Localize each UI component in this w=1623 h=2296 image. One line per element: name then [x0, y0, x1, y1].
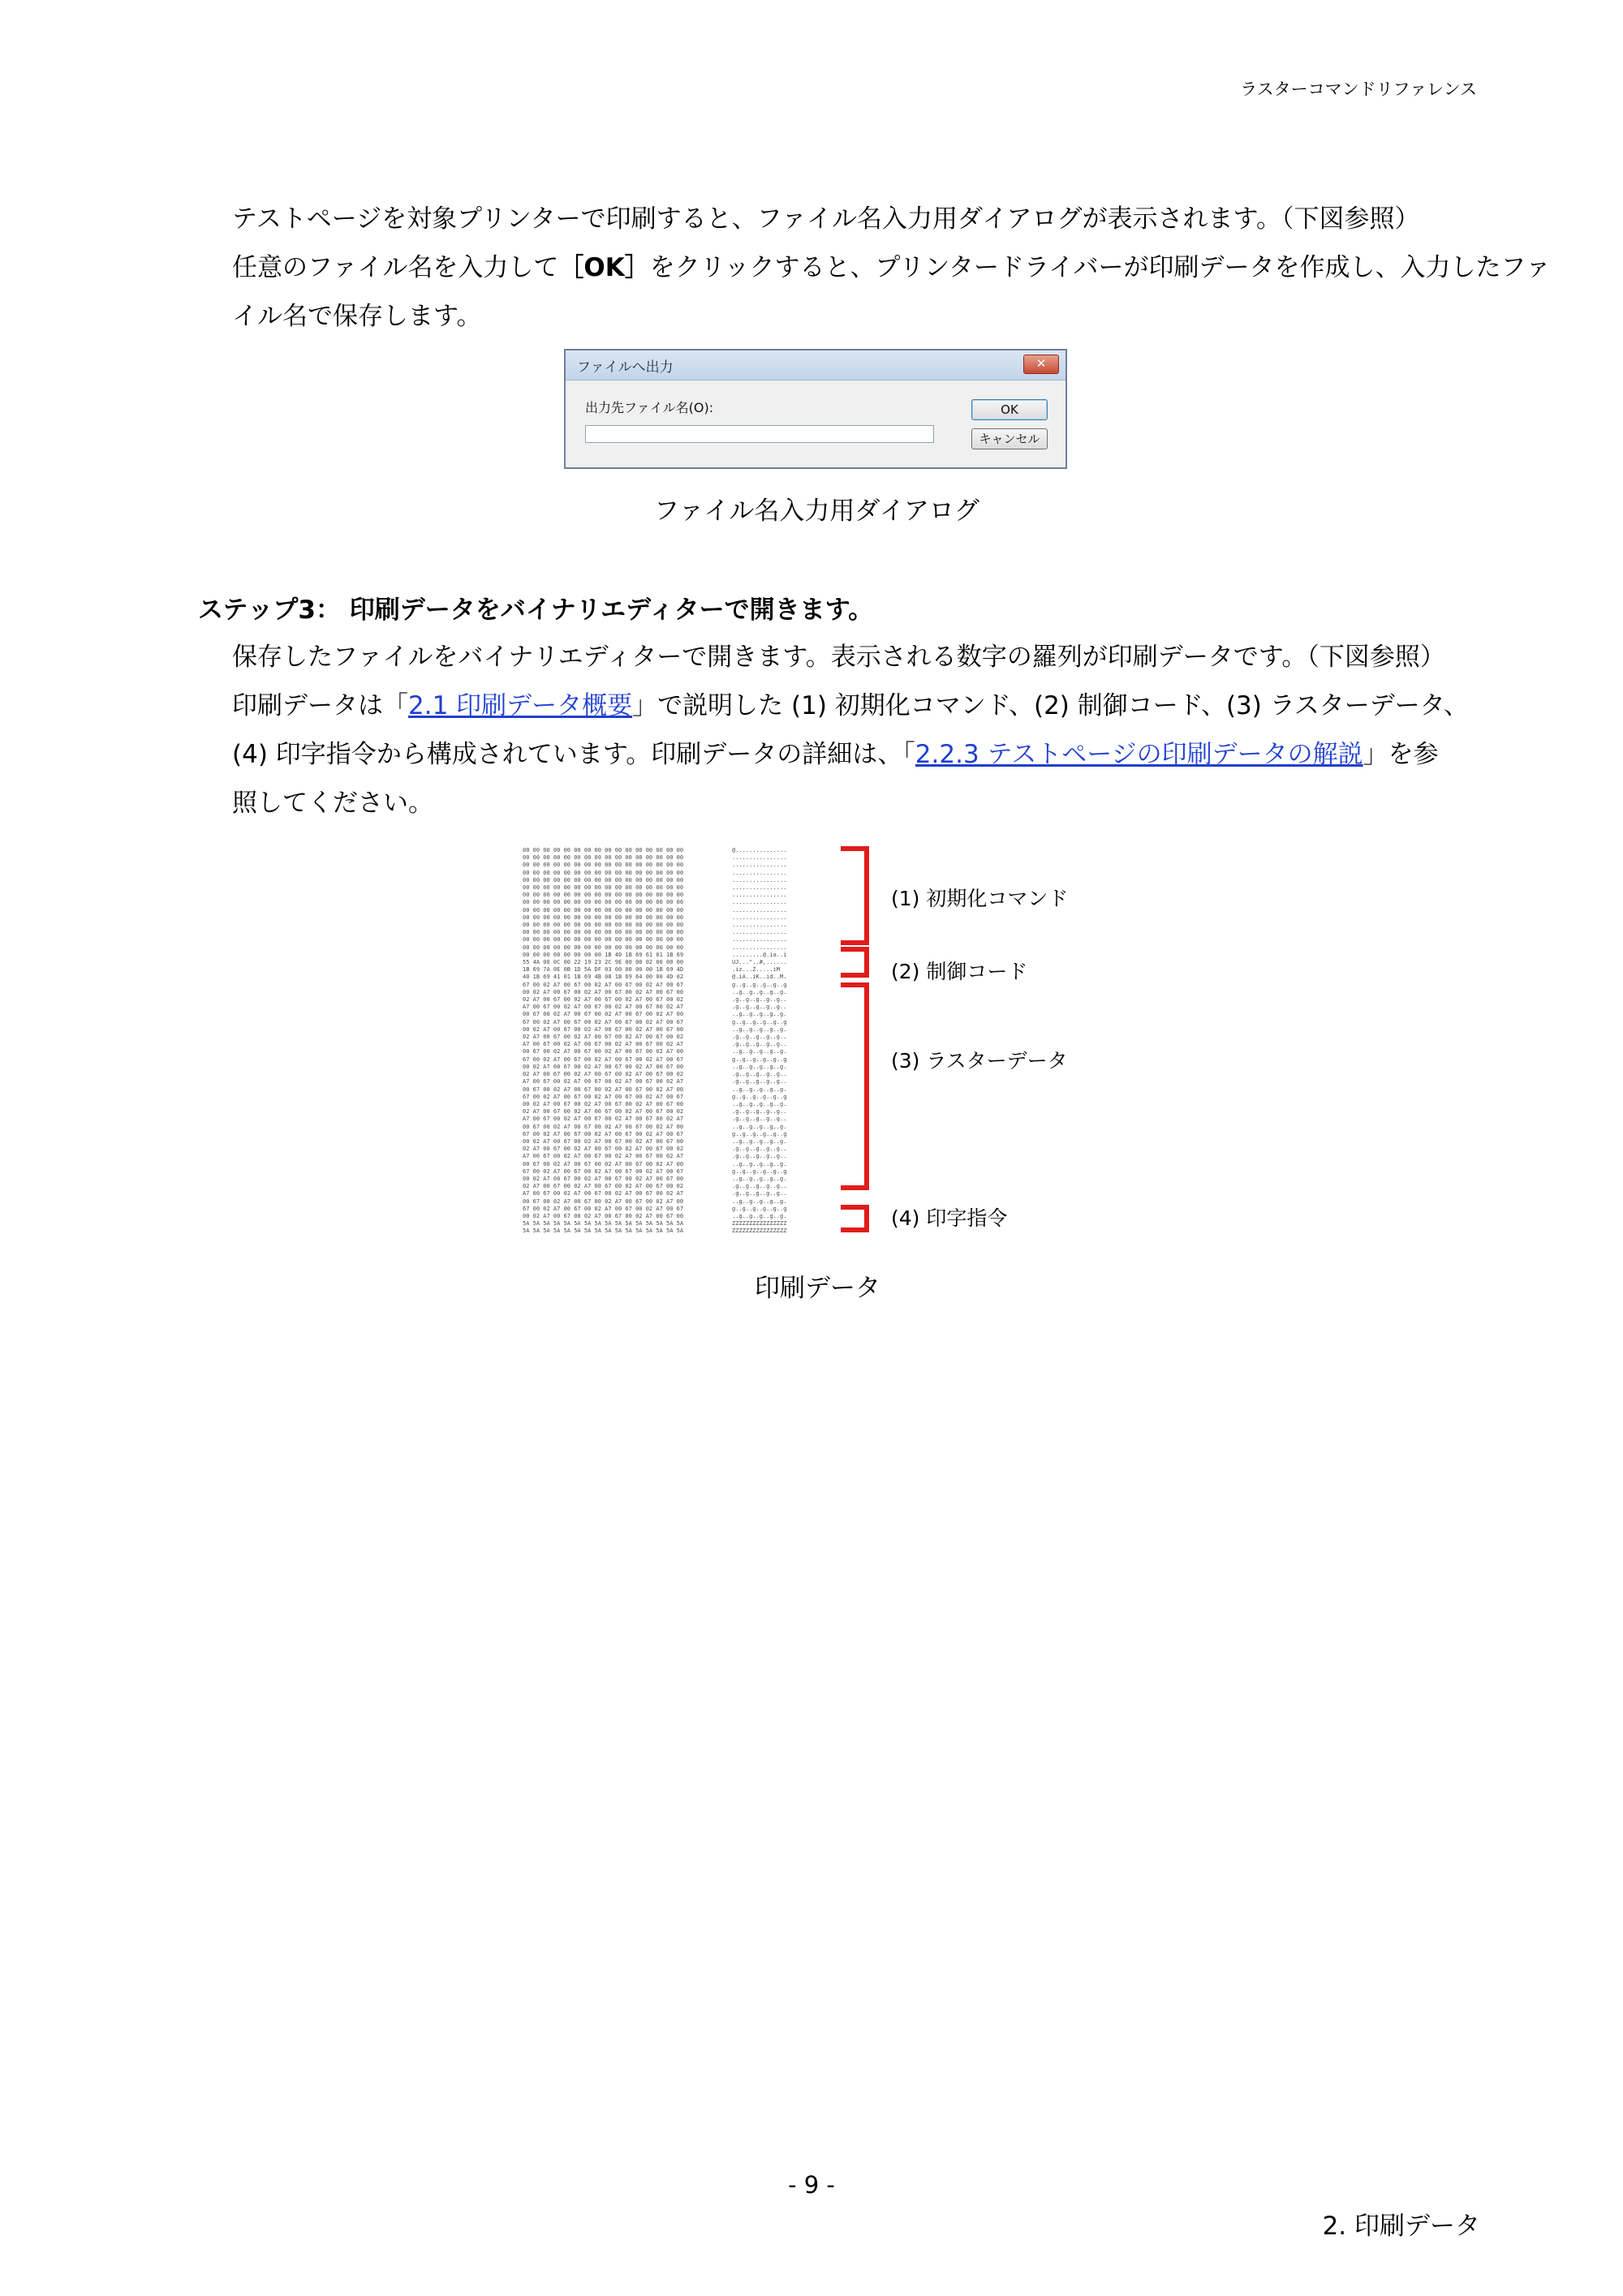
- intro-line-2a: 任意のファイル名を入力して: [232, 253, 559, 282]
- filename-label: 出力先ファイル名(O):: [585, 400, 714, 415]
- print-data-caption: 印刷データ: [755, 1274, 880, 1303]
- bracket-print-command: [841, 1207, 867, 1230]
- label-initialize-command: (1) 初期化コマンド: [891, 887, 1069, 910]
- step3-line-4: 照してください。: [232, 789, 433, 818]
- page-number: - 9 -: [788, 2171, 835, 2199]
- bracket-initialize: [841, 849, 867, 943]
- step3-line-3: [232, 730, 1482, 779]
- intro-line-3: イル名で保存します。: [232, 302, 482, 331]
- step3-paragraph: [232, 633, 1482, 828]
- running-header: ラスターコマンドリファレンス: [1240, 80, 1477, 99]
- ok-keyword: ［OK］: [558, 253, 650, 282]
- link-print-data-overview[interactable]: 2.1 印刷データ概要: [408, 691, 633, 720]
- hex-dump-bytes: 00 00 00 00 00 00 00 00 00 00 00 00 00 00 00 00 00 00 00 00 00 00 00 00 00 00 00 00 00 00 00 00 00 00 00 00 00 00 00 00 00 00 00 00 00 00 00 00 00 00 00 00 00 00 00 00 00 00 00 00 00 00 00 00 00 00 00 00 00 00 00 00 00 00 00 00 00 00 00 00 00 00 00 00 00 00 00 00 00 00 00 00 00 00 00 00 00 00 00 00 00 00 00 00 00 00 00 00 00 00 00 00 00 00 00 00 00 00 00 00 00 00 00 00 00 00 00 00 00 00 00 00 00 00 00 00 00 00 00 00 00 00 00 00 00 00 00 00 00 00 00 00 00 00 00 00 00 00 00 00 00 00 00 00 00 00 00 00 00 00 00 00 00 00 00 00 00 00 00 00 00 00 00 00 00 00 00 00 00 00 00 00 00 00 00 00 00 00 00 00 00 00 00 00 00 00 00 00 00 00 00 00 00 00 00 00 00 00 00 00 00 00 00 00 00 00 00 00 00 00 00 00 1B 40 1B 69 61 01 1B 69 55 4A 00 0C 00 22 19 23 2C 9E 00 00 02 00 00 00 1B 69 7A 0E 0B 1D 5A DF 03 00 00 00 00 1B 69 4D 40 1B 69 41 01 1B 69 4B 08 1B 69 64 00 00 4D 02 67 00 02 A7 00 67 00 02 A7 00 67 00 02 A7 00 67 00 02 A7 00 67 00 02 A7 00 67 00 02 A7 00 67 00 02 A7 00 67 00 02 A7 00 67 00 02 A7 00 67 00 02 A7 00 67 00 02 A7 00 67 00 02 A7 00 67 00 02 A7 00 67 00 02 A7 00 67 00 02 A7 00 67 00 02 A7 00 67 00 02 A7 00 67 00 02 A7 00 67 00 02 A7 00 67 00 02 A7 00 67 00 02 A7 00 67 00 02 A7 00 67 00 02 A7 00 67 00 02 A7 00 67 00 02 A7 00 67 00 02 A7 00 67 00 02 A7 00 67 00 02 A7 00 67 00 02 A7 00 67 00 02 A7 00 67 00 02 A7 00 67 00 02 A7 00 67 00 02 A7 00 67 00 02 A7 00 67 00 02 A7 00 67 00 02 A7 00 67 00 02 A7 00 67 00 02 A7 00 67 00 02 A7 00 67 00 02 A7 00 67 00 02 A7 00 67 00 02 A7 00 67 00 02 A7 00 67 00 02 A7 00 67 00 02 A7 00 67 00 02 A7 00 67 00 02 A7 00 67 00 02 A7 00 67 00 02 A7 00 67 00 02 A7 00 67 00 02 A7 00 67 00 02 A7 00 67 00 02 A7 00 67 00 02 A7 00 67 00 02 A7 00 67 00 02 A7 00 67 00 02 A7 00 67 00 02 A7 00 67 00 02 A7 00 67 00 02 A7 00 67 00 02 A7 00 67 00 02 A7 00 67 00 02 A7 00 67 00 02 A7 00 67 00 02 A7 00 67 00 02 A7 00 67 00 02 A7 00 67 00 02 A7 00 67 00 02 A7 00 67 00 02 A7 00 67 00 02 A7 00 67 00 02 A7 00 67 00 02 A7 00 67 00 02 A7 00 67 00 02 A7 00 67 00 02 A7 00 67 00 02 A7 00 67 00 02 A7 00 67 00 02 A7 00 67 00 02 A7 00 67 00 02 A7 00 67 00 02 A7 00 67 00 02 A7 00 67 00 02 A7 00 67 00 02 A7 00 67 00 02 A7 00 67 00 02 A7 00 67 00 02 A7 00 67 00 02 A7 00 67 00 02 A7 00 67 00 02 A7 00 67 00 02 A7 00 67 00 02 A7 00 67 00 02 A7 00 67 00 02 A7 00 67 00 02 A7 00 67 00 02 A7 00 67 00 02 A7 00 67 00 02 A7 00 67 00 02 A7 00 67 00 02 A7 00 67 00 02 A7 00 67 00 5A 5A 5A 5A 5A 5A 5A 5A 5A 5A 5A 5A 5A 5A 5A 5A 5A 5A 5A 5A 5A 5A 5A 5A 5A 5A 5A 5A 5A 5A 5A 5A: [523, 847, 684, 1235]
- intro-line-1: テストページを対象プリンターで印刷すると、ファイル名入力用ダイアログが表示されます。（下図参照）: [232, 204, 1420, 234]
- step3-line-2: [232, 681, 1482, 730]
- filename-input[interactable]: [585, 425, 934, 443]
- step3-line-2-post: 」で説明した (1) 初期化コマンド、(2) 制御コード、(3) ラスターデータ、: [632, 691, 1469, 720]
- cancel-button[interactable]: キャンセル: [971, 428, 1048, 449]
- hex-dump-ascii: @............... ................ ................ ................ ................ ................ ................ ................ ................ ................ ................ ................ ................ ................ .........@.ia..i UJ..."..#,...... .iz...Z.....iM @.iA..iK..id..M. g..g..g..g..g..g ..g..g..g..g..g. .g..g..g..g..g.. .g..g..g..g..g.. ..g..g..g..g..g. g..g..g..g..g..g ..g..g..g..g..g. .g..g..g..g..g.. .g..g..g..g..g.. ..g..g..g..g..g. g..g..g..g..g..g ..g..g..g..g..g. .g..g..g..g..g.. .g..g..g..g..g.. ..g..g..g..g..g. g..g..g..g..g..g ..g..g..g..g..g. .g..g..g..g..g.. .g..g..g..g..g.. ..g..g..g..g..g. g..g..g..g..g..g ..g..g..g..g..g. .g..g..g..g..g.. .g..g..g..g..g.. ..g..g..g..g..g. g..g..g..g..g..g ..g..g..g..g..g. .g..g..g..g..g.. .g..g..g..g..g.. ..g..g..g..g..g. g..g..g..g..g..g ..g..g..g..g..g. ZZZZZZZZZZZZZZZZ ZZZZZZZZZZZZZZZZ: [732, 847, 787, 1235]
- dialog-caption: ファイル名入力用ダイアログ: [654, 497, 979, 526]
- label-control-code: (2) 制御コード: [891, 960, 1028, 983]
- step3-line-1: 保存したファイルをバイナリエディターで開きます。表示される数字の羅列が印刷データです。（下図参照）: [232, 643, 1445, 672]
- intro-line-2b: をクリックすると、プリンタードライバーが印刷データを作成し、入力したファ: [649, 253, 1551, 282]
- section-brackets: [836, 844, 885, 1249]
- link-testpage-data-explanation[interactable]: 2.2.3 テストページの印刷データの解説: [915, 740, 1363, 769]
- close-icon[interactable]: ✕: [1023, 355, 1059, 374]
- step3-line-3-post: 」を参: [1363, 740, 1439, 769]
- ok-button[interactable]: OK: [971, 399, 1048, 420]
- dialog-title: ファイルへ出力: [577, 359, 674, 376]
- file-output-dialog: [564, 349, 1067, 469]
- label-raster-data: (3) ラスターデータ: [891, 1049, 1068, 1073]
- label-print-command: (4) 印字指令: [891, 1206, 1008, 1230]
- bracket-control: [841, 949, 867, 975]
- intro-paragraph: [232, 195, 1551, 341]
- step3-heading: ステップ3： 印刷データをバイナリエディターで開きます。: [198, 595, 874, 625]
- step3-line-3-pre: (4) 印字指令から構成されています。印刷データの詳細は、「: [232, 740, 915, 769]
- bracket-raster: [841, 985, 867, 1188]
- dialog-titlebar: [566, 350, 1065, 381]
- footer-section-title: 2. 印刷データ: [1322, 2212, 1480, 2241]
- step3-line-2-pre: 印刷データは「: [232, 691, 408, 720]
- intro-line-2: [232, 243, 1551, 292]
